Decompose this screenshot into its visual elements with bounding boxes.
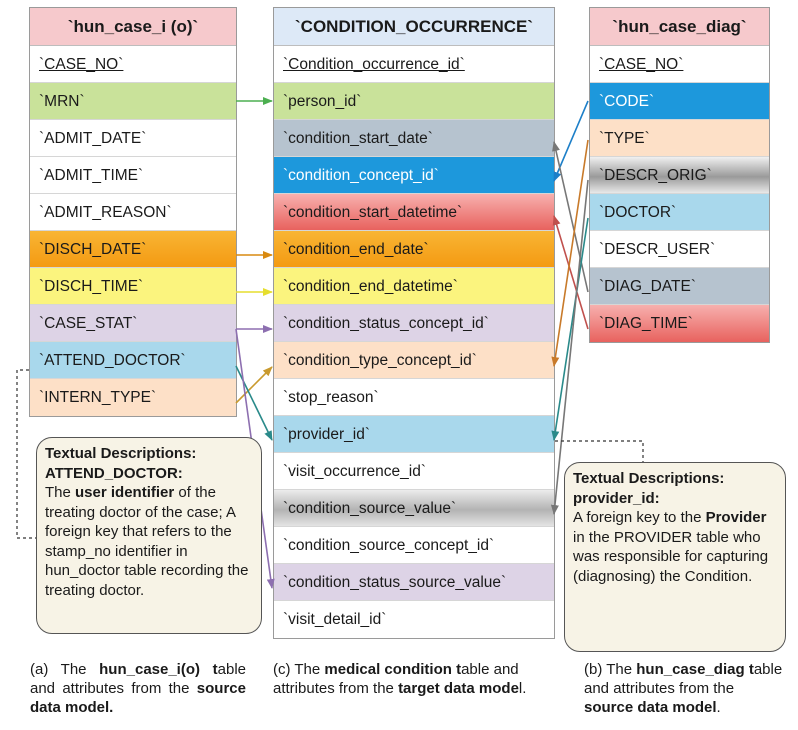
table-title: `CONDITION_OCCURRENCE` [274,8,554,46]
caption-c [273,660,555,698]
attr-descr-user: `DESCR_USER` [590,231,769,268]
attr-condition-concept-id: `condition_concept_id` [274,157,554,194]
attr-stop-reason: `stop_reason` [274,379,554,416]
caption-b [584,660,784,717]
note-attribute: ATTEND_DOCTOR: [45,464,183,482]
caption-text [200,661,213,678]
note-heading: Textual Descriptions: [45,445,197,462]
caption-text: . [716,699,721,716]
caption-bold: source data model. [30,680,246,716]
attr-case-no: `CASE_NO` [30,46,236,83]
callout-connector-attend-doctor [17,370,36,538]
caption-text: able and attributes from the [30,661,246,697]
arrow-diag-date-start-date [554,142,588,292]
attr-attend-doctor: `ATTEND_DOCTOR` [30,342,236,379]
attr-condition-status-source-value: `condition_status_source_value` [274,564,554,601]
attr-condition-occurrence-id: `Condition_occurrence_id` [274,46,554,83]
arrow-attend-doctor-provider-id [236,366,272,440]
note-text: of the treating doctor of the case; A foreign key that refers to the stamp_no identifier in hun_doctor table recording the treating doctor. [45,484,249,599]
caption-text: l. [518,680,527,697]
note-heading: Textual Descriptions: [573,470,725,487]
attr-doctor: `DOCTOR` [590,194,769,231]
note-provider-id [564,462,786,652]
note-attribute: provider_id: [573,489,660,507]
attr-intern-type: `INTERN_TYPE` [30,379,236,416]
attr-visit-detail-id: `visit_detail_id` [283,611,387,628]
caption-text: (c) The [273,661,325,678]
attr-diag-date: `DIAG_DATE` [590,268,769,305]
note-text: The [45,484,76,501]
attr-visit-occurrence-id: `visit_occurrence_id` [274,453,554,490]
table-title: `hun_case_diag` [590,8,769,46]
note-bold: user identifier [75,484,175,501]
attr-condition-status-concept-id: `condition_status_concept_id` [274,305,554,342]
attr-provider-id: `provider_id` [274,416,554,453]
caption-text: (a) The [30,661,100,678]
attr-condition-end-date: `condition_end_date` [274,231,554,268]
attr-condition-type-concept-id: `condition_type_concept_id` [274,342,554,379]
callout-connector-provider-id [555,441,643,462]
caption-bold: hun_case_i(o) [99,661,201,678]
caption-bold: hun_case_diag [636,661,745,678]
caption-bold: source data model [584,699,717,716]
attr-condition-source-value: `condition_source_value` [274,490,554,527]
attr-descr-orig: `DESCR_ORIG` [590,157,769,194]
attr-type: `TYPE` [590,120,769,157]
attr-admit-time: `ADMIT_TIME` [30,157,236,194]
attr-disch-time: `DISCH_TIME` [30,268,236,305]
caption-bold: medical condition t [324,661,462,678]
attr-condition-start-datetime: `condition_start_datetime` [274,194,554,231]
attr-person-id: `person_id` [274,83,554,120]
note-text: A foreign key to the [573,509,706,526]
caption-text: (b) The [584,661,637,678]
note-bold: Provider [705,509,767,526]
caption-bold: target data mode [398,680,519,697]
attr-code: `CODE` [590,83,769,120]
attr-case-no: `CASE_NO` [590,46,769,83]
caption-bold: t [212,661,218,678]
attr-case-stat: `CASE_STAT` [30,305,236,342]
attr-diag-time: `DIAG_TIME` [590,305,769,342]
attr-mrn: `MRN` [30,83,236,120]
note-text: in the PROVIDER table who was responsible for capturing (diagnosing) the Condition. [573,528,769,585]
caption-text: able and attributes from the [273,661,519,697]
attr-condition-end-datetime: `condition_end_datetime` [274,268,554,305]
table-title: `hun_case_i (o)` [30,8,236,46]
attr-admit-date: `ADMIT_DATE` [30,120,236,157]
attr-admit-reason: `ADMIT_REASON` [30,194,236,231]
attr-condition-source-concept-id: `condition_source_concept_id` [274,527,554,564]
note-attend-doctor [36,437,262,634]
caption-text: able and attributes from the [584,661,783,697]
caption-a [30,660,246,717]
attr-disch-date: `DISCH_DATE` [30,231,236,268]
caption-bold: t [748,661,754,678]
attr-condition-start-date: `condition_start_date` [274,120,554,157]
